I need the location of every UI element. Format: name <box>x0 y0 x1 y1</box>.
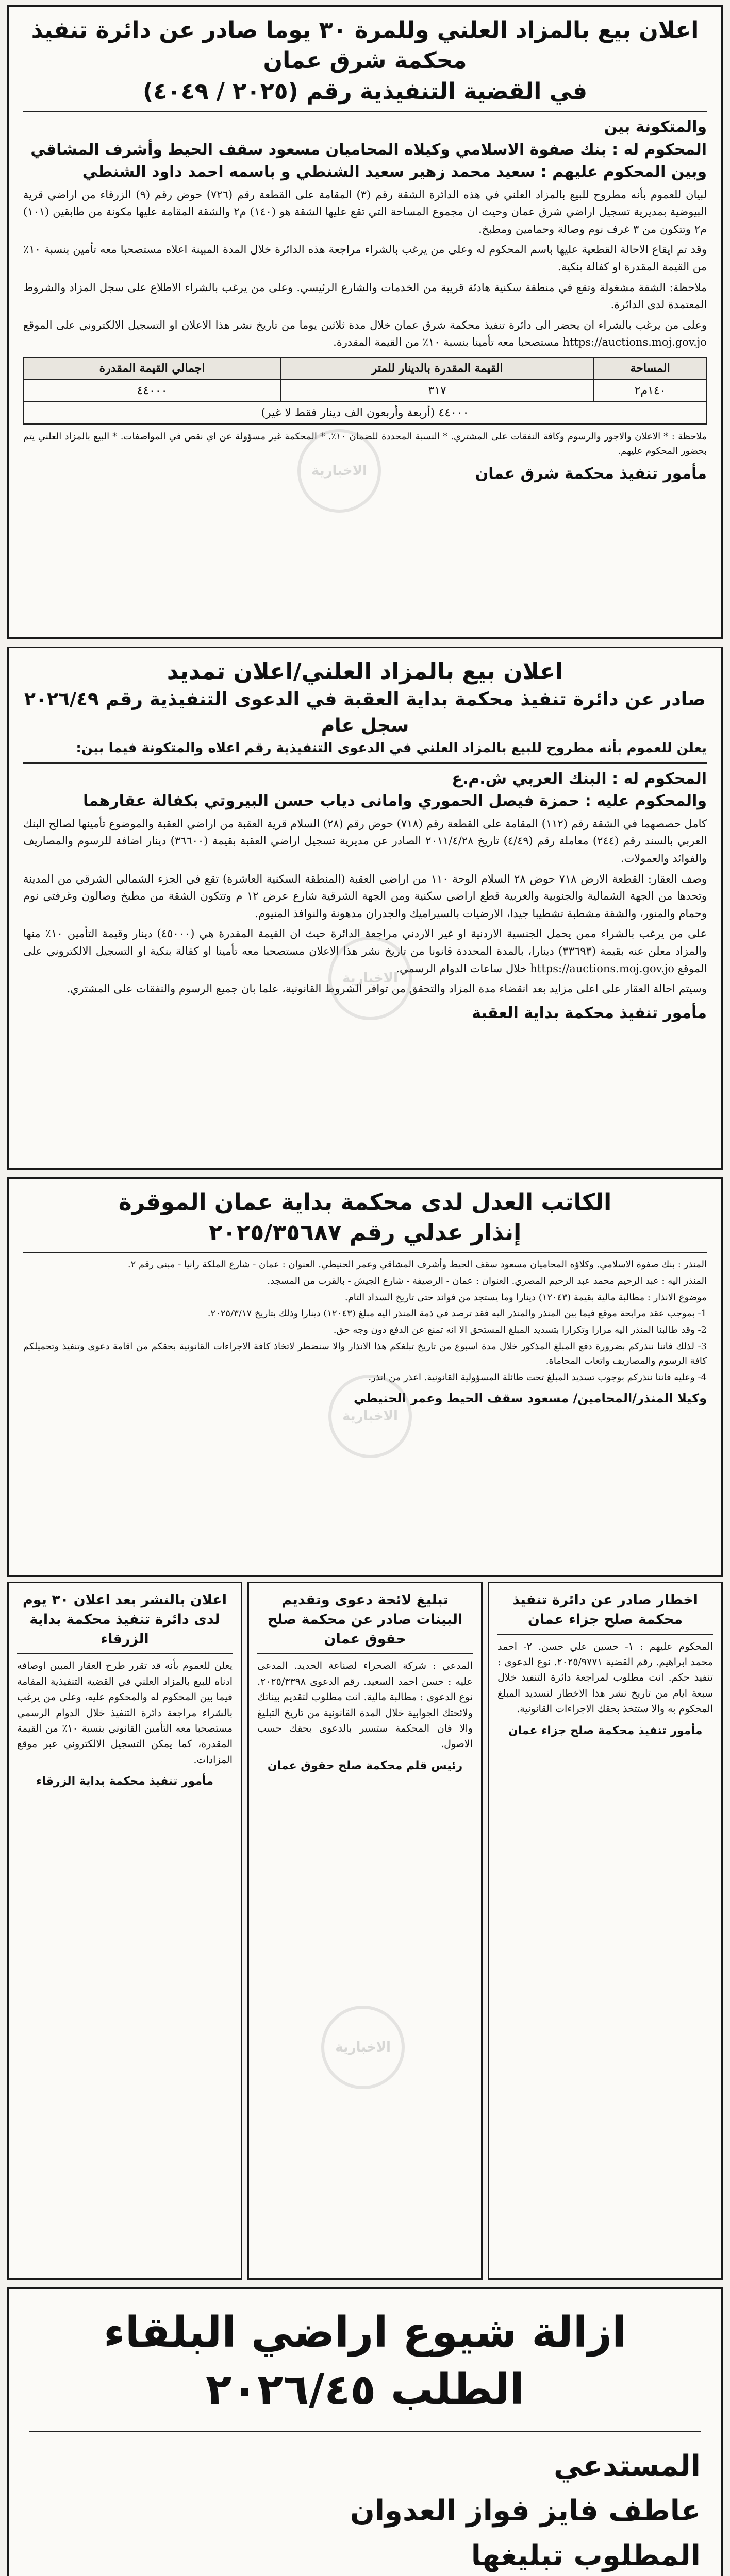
notice-title: اعلان بالنشر بعد اعلان ٣٠ يوم لدى دائرة تنفيذ محكمة بداية الزرقاء <box>22 1592 227 1647</box>
ad1-paragraph: وعلى من يرغب بالشراء ان يحضر الى دائرة تنفيذ محكمة شرق عمان خلال مدة ثلاثين يوما من تاريخ نشر هذا الاعلان او التسجيل الالكتروني على الموقع https://auctions.moj.gov.jo مستصحبا معه تأمينا بنسبة ١٠٪ من القيمة المقدرة. <box>23 318 707 349</box>
table-row <box>24 402 706 424</box>
ad1-parties-intro: والمتكونة بين <box>604 118 707 137</box>
ad1-paragraph: ملاحظة: الشقة مشغولة وتقع في منطقة سكنية هادئة قريبة من الخدمات والشارع الرئيسي. وعلى من يرغب بالشراء الاطلاع على سجل المزاد والشروط المعتمدة لدى الدائرة. <box>23 281 707 311</box>
ad2-paragraph: وسيتم احالة العقار على اعلى مزايد بعد انقضاء مدة المزاد والتحقق من توافر الشروط القانونية، علما بان جميع الرسوم والنفقات على المشتري. <box>67 982 707 995</box>
divider <box>497 1634 713 1635</box>
table-header-total: اجمالي القيمة المقدرة <box>24 357 280 380</box>
ad-auction-east-amman <box>7 5 723 639</box>
ad2-paragraph: كامل حصصهما في الشقة رقم (١١٢) المقامة على القطعة رقم (٧١٨) حوض رقم (٢٨) السلام قرية العقبة من اراضي العقبة والموضوع تأمينها لصالح البنك العربي بالسند رقم (٢٤٤) معاملة رقم (٤/٤٩) تاريخ ٢٠١١/٤/٢٨ الصادر عن مديرية تسجيل اراضي العقبة بقيمة (٣٦٦٠٠) دينار اضافة للرسوم والمصاريف والفوائد والعمولات. <box>23 817 707 865</box>
ad3-paragraph: 1- بموجب عقد مرابحة موقع فيما بين المنذر والمنذر اليه فقد ترصد في ذمة المنذر اليه مبلغ (١٢٠٤٣) دينارا وذلك بتاريخ ٢٠٢٥/٣/١٧. <box>207 1308 707 1319</box>
notice-column-right <box>488 1582 723 2280</box>
ad1-signature: مأمور تنفيذ محكمة شرق عمان <box>475 464 707 483</box>
notice-body: يعلن للعموم بأنه قد تقرر طرح العقار المبين اوصافه ادناه للبيع بالمزاد العلني في القضية التنفيذية المقامة فيما بين المحكوم له والمحكوم عليه، وعلى من يرغب بالشراء مراجعة دائرة التنفيذ خلال الدوام الرسمي مستصحبا معه التأمين القانوني بنسبة ١٠٪ من القيمة المقدرة، كما يمكن التسجيل الالكتروني عبر موقع المزادات. <box>17 1660 233 1766</box>
notice-signature: رئيس قلم محكمة صلح حقوق عمان <box>267 1759 463 1772</box>
ad3-signature: وكيلا المنذر/المحامين/ مسعود سقف الحيط وعمر الحنيطي <box>353 1391 707 1405</box>
notice-title: تبليغ لائحة دعوى وتقديم البينات صادر عن محكمة صلح حقوق عمان <box>267 1592 463 1647</box>
ad2-paragraph: على من يرغب بالشراء ممن يحمل الجنسية الاردنية او غير الاردني مراجعة الدائرة حيث ان القيمة المقدرة هي (٤٥٠٠٠) دينار وقيمة التأمين ١٠٪ منها والمزاد معلن عنه بقيمة (٣٣٦٩٣) دينارا، بالمدة المحددة قانونا من تاريخ نشر هذا الاعلان مستصحبا معه تأمينا او كفالة بنكية او التسجيل الالكتروني على الموقع https://auctions.moj.gov.jo خلال ساعات الدوام الرسمي. <box>23 927 707 975</box>
notice-body: المدعي : شركة الصحراء لصناعة الحديد. المدعى عليه : حسن احمد السعيد. رقم الدعوى ٢٠٢٥/٣٣٩٨. نوع الدعوى : مطالبة مالية. انت مطلوب لتقديم بيناتك ولائحتك الجوابية خلال المدة القانونية من تاريخ التبليغ والا فان المحكمة ستسير بالدعوى بحقك حسب الاصول. <box>257 1660 473 1750</box>
ad5-petitioner-name: عاطف فايز فواز العدوان <box>350 2494 701 2528</box>
ad2-signature: مأمور تنفيذ محكمة بداية العقبة <box>472 1004 707 1022</box>
table-row <box>24 380 706 402</box>
ad1-case-number: في القضية التنفيذية رقم (٢٠٢٥ / ٤٠٤٩) <box>142 78 588 105</box>
table-note: ٤٤٠٠٠ (أربعة وأربعون الف دينار فقط لا غير) <box>24 402 706 424</box>
property-table <box>23 357 707 425</box>
three-column-notices <box>7 1582 723 2280</box>
ad-notary-warning <box>7 1177 723 1577</box>
table-cell-area: ١٤٠م٢ <box>594 380 706 402</box>
ad3-warning-number: إنذار عدلي رقم ٢٠٢٥/٣٥٦٨٧ <box>208 1219 522 1246</box>
notice-title: اخطار صادر عن دائرة تنفيذ محكمة صلح جزاء عمان <box>512 1592 698 1628</box>
divider <box>23 1252 707 1253</box>
ad5-notified-label: المطلوب تبليغها <box>471 2538 701 2572</box>
divider <box>23 111 707 112</box>
divider <box>17 1653 233 1654</box>
table-header-area: المساحة <box>594 357 706 380</box>
ad3-title: الكاتب العدل لدى محكمة بداية عمان الموقرة <box>118 1189 612 1215</box>
divider <box>29 2431 701 2432</box>
ad-balqa-land-partition <box>7 2287 723 2576</box>
ad1-notes: ملاحظة : * الاعلان والاجور والرسوم وكافة النفقات على المشتري. * النسبة المحددة للضمان ١٠٪. * المحكمة غير مسؤولة عن اي نقص في المواصفات. * البيع بالمزاد العلني يتم بحضور المحكوم عليهم. <box>23 431 707 456</box>
ad2-intro: يعلن للعموم بأنه مطروح للبيع بالمزاد العلني في الدعوى التنفيذية رقم اعلاه والمتكونة فيما بين: <box>76 740 707 756</box>
notice-signature: مأمور تنفيذ محكمة صلح جزاء عمان <box>508 1724 703 1737</box>
watermark-seal-icon: الاخبارية <box>328 937 412 1020</box>
ad3-paragraph: 4- وعليه فاننا ننذركم بوجوب تسديد المبلغ تحت طائلة المسؤولية القانونية. اعذر من انذر. <box>368 1372 707 1383</box>
notice-signature: مأمور تنفيذ محكمة بداية الزرقاء <box>36 1775 213 1788</box>
notice-column-middle <box>247 1582 483 2280</box>
ad2-paragraph: وصف العقار: القطعة الارض ٧١٨ حوض ٢٨ السلام الوحة ١١٠ من اراضي العقبة (المنطقة السكنية العاشرة) تقع في الجزء الشمالي الشرقي من المدينة وتحدها من الجهة الشمالية والجنوبية والغربية قطع اراضي سكنية ومن الجهة الشرقية شارع عرض ١٢ م وتتكون الشقة من مطبخ وصالون وغرفتي نوم وحمام والمنور، والشقة مشطبة تشطيبا جيدا، الارضيات بالسيراميك والجدران مدهونة والنوافذ المنيوم. <box>23 872 707 920</box>
watermark-seal-icon: الاخبارية <box>297 429 381 513</box>
watermark-seal-icon: الاخبارية <box>328 1375 412 1458</box>
ad1-defendants: وبين المحكوم عليهم : سعيد محمد زهير سعيد الشنطي و باسمه احمد داود الشنطي <box>82 163 707 181</box>
watermark-seal-icon: الاخبارية <box>321 2006 405 2089</box>
ad3-paragraph: 3- لذلك فاننا ننذركم بضرورة دفع المبلغ المذكور خلال مدة اسبوع من تاريخ تبلغكم هذا الانذار والا سنضطر لاتخاذ كافة الاجراءات القانونية بحقكم من اقامة دعوى وتنفيذ وتحميلكم كافة الرسوم والمصاريف واتعاب المحاماة. <box>23 1341 707 1367</box>
ad3-paragraph: موضوع الانذار : مطالبة مالية بقيمة (١٢٠٤٣) دينارا وما يستجد من فوائد حتى تاريخ السداد التام. <box>344 1292 707 1303</box>
ad1-plaintiff: المحكوم له : بنك صفوة الاسلامي وكيلاه المحاميان مسعود سقف الحيط وأشرف المشاقي <box>30 140 707 159</box>
ad2-plaintiff: المحكوم له : البنك العربي ش.م.ع <box>452 769 707 788</box>
table-header-row <box>24 357 706 380</box>
ad2-subtitle: صادر عن دائرة تنفيذ محكمة بداية العقبة في الدعوى التنفيذية رقم ٢٠٢٦/٤٩ سجل عام <box>24 689 706 736</box>
ad3-paragraph: المنذر : بنك صفوة الاسلامي. وكلاؤه المحاميان مسعود سقف الحيط وأشرف المشاقي وعمر الحنيطي. العنوان : عمان - شارع الملكة رانيا - مبنى رقم ٢. <box>127 1259 707 1270</box>
ad5-request-number: الطلب ٢٠٢٦/٤٥ <box>206 2365 524 2414</box>
ad5-petitioner-label: المستدعي <box>554 2449 701 2483</box>
divider <box>23 762 707 764</box>
divider <box>257 1653 473 1654</box>
table-cell-total: ٤٤٠٠٠ <box>24 380 280 402</box>
ad-auction-aqaba <box>7 647 723 1170</box>
notice-column-left <box>7 1582 242 2280</box>
notice-body: المحكوم عليهم : ١- حسين علي حسن. ٢- احمد محمد ابراهيم. رقم القضية ٢٠٢٥/٩٧٧١. نوع الدعوى : تنفيذ حكم. انت مطلوب لمراجعة دائرة التنفيذ خلال سبعة ايام من تاريخ نشر هذا الاخطار لتسديد المبلغ المحكوم به والا ستتخذ بحقك الاجراءات القانونية. <box>497 1640 713 1715</box>
ad1-paragraph: لبيان للعموم بأنه مطروح للبيع بالمزاد العلني في هذه الدائرة الشقة رقم (٣) المقامة على القطعة رقم (٧٢٦) حوض رقم (٩) الزرقاء من اراضي قرية البيوضية بمديرية تسجيل اراضي شرق عمان وحيث ان مجموع المساحة التي تقع عليها الشقة هو (١٤٠) م٢ والشقة المقامة عليها مكونة من طابقين (١٠١) م٢ وتتكون من ٣ غرف نوم وصالة وحمامين ومطبخ. <box>23 188 707 235</box>
ad3-paragraph: 2- وقد طالبنا المنذر اليه مرارا وتكرارا بتسديد المبلغ المستحق الا انه تمنع عن الدفع دون وجه حق. <box>333 1325 707 1336</box>
table-header-price-per-meter: القيمة المقدرة بالدينار للمتر <box>280 357 594 380</box>
ad5-title: ازالة شيوع اراضي البلقاء <box>103 2308 627 2357</box>
ad2-defendants: والمحكوم عليه : حمزة فيصل الحموري وامانى دياب حسن البيروتي بكفالة عقارهما <box>83 792 707 810</box>
ad1-paragraph: وقد تم ايقاع الاحالة القطعية عليها باسم المحكوم له وعلى من يرغب بالشراء مراجعة هذه الدائرة خلال المدة المبينة اعلاه مستصحبا معه تأمين بنسبة ١٠٪ من القيمة المقدرة او كفالة بنكية. <box>23 243 707 274</box>
table-cell-price: ٣١٧ <box>280 380 594 402</box>
ad1-title: اعلان بيع بالمزاد العلني وللمرة ٣٠ يوما صادر عن دائرة تنفيذ محكمة شرق عمان <box>31 17 699 74</box>
ad3-paragraph: المنذر اليه : عبد الرحيم محمد عبد الرحيم المصري. العنوان : عمان - الرصيفة - شارع الجيش - بالقرب من المسجد. <box>267 1275 707 1286</box>
ad2-title: اعلان بيع بالمزاد العلني/اعلان تمديد <box>167 658 563 685</box>
